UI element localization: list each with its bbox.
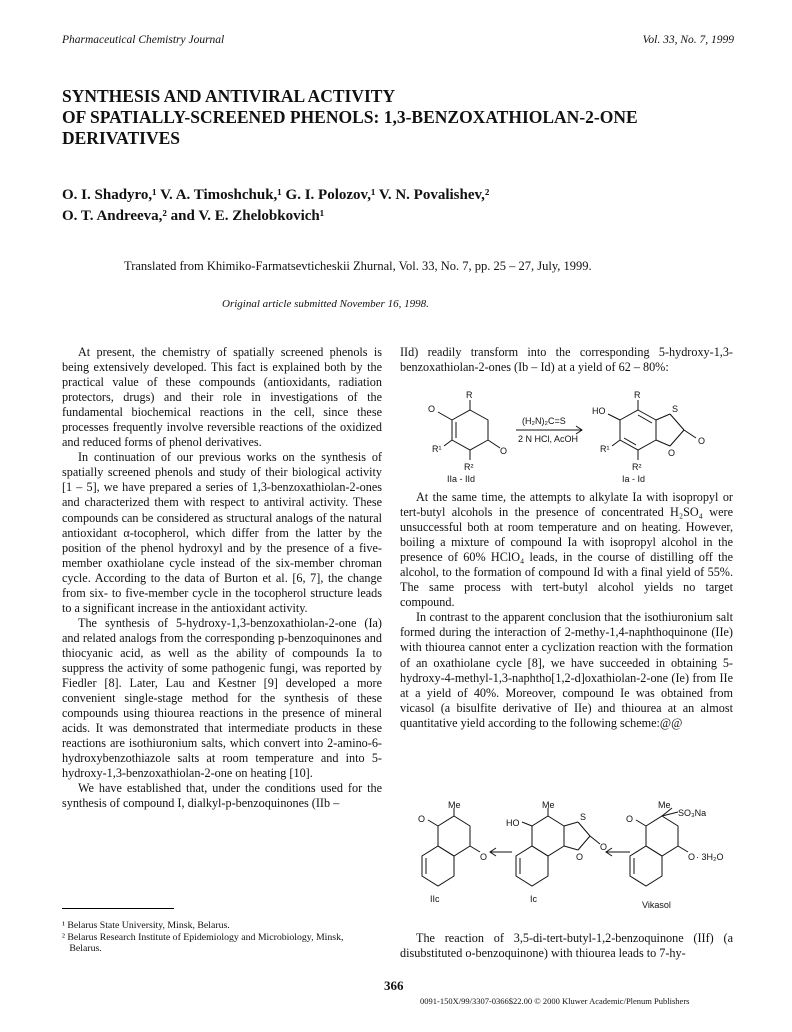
title-line: OF SPATIALLY-SCREENED PHENOLS: 1,3-BENZOXATHIOLAN-2-ONE [62, 107, 638, 127]
paper-title [62, 86, 742, 149]
atom-label: S [580, 812, 587, 822]
paragraph: At the same time, the attempts to alkylate Ia with isopropyl or tert-butyl alcohols in the presence of concentrated H₂SO₄ were unsuccessful both at room temperature and on heating. However, boiling a mixture of compound Ia with isopropyl alcohol in the presence of 60% HClO₄ leads, in the course of distilling off the alcohol, to the formation of compound Id with a final yield of 55%. The same process with tert-butyl alcohol yields no target compound. [400, 490, 733, 610]
atom-label: SO₃Na [678, 808, 707, 818]
atom-label: HO [506, 818, 520, 828]
title-line: SYNTHESIS AND ANTIVIRAL ACTIVITY [62, 86, 396, 106]
atom-label: Me [658, 800, 671, 810]
author-list [62, 185, 489, 227]
atom-label: O [576, 852, 584, 862]
paragraph: At present, the chemistry of spatially screened phenols is being extensively developed. This fact is explained both by the practical value of these compounds (antioxidants, radiation protectors, drugs) and their role in investigations of the fundamental biochemical reactions in the cell, since these processes frequently involve reversible reactions of the oxidized and reduced forms of phenol derivatives. [62, 345, 382, 450]
right-column-bottom [400, 931, 733, 961]
journal-name: Pharmaceutical Chemistry Journal [62, 34, 225, 46]
atom-label: HO [592, 406, 606, 416]
paragraph: In contrast to the apparent conclusion that the isothiuronium salt formed during the interaction of 2-methy-1,4-naphthoquinone (IIe) with thiourea cannot enter a cyclization reaction with the formation of an oxathiolane cycle [8], we have succeeded in obtaining 5-hydroxy-4-methyl-1,3-naphtho[1,2-d]oxathiolan-2-one (Ie) from IIe at a yield of 40%. Moreover, compound Ie was obtained from vicasol (a bisulfite derivative of IIe) and thiourea at an almost quantitative yield according to the following scheme:@@ [400, 610, 733, 730]
right-column-top [400, 345, 733, 375]
footnote: ¹ Belarus State University, Minsk, Belarus. [62, 920, 230, 931]
reagent-label: (H₂N)₂C=S [522, 416, 566, 426]
atom-label: Me [542, 800, 555, 810]
atom-label: S [672, 404, 679, 414]
atom-label: O [480, 852, 488, 862]
footnote-divider [62, 908, 174, 909]
atom-label: O [698, 436, 706, 446]
reaction-scheme-1 [400, 390, 740, 472]
page-number: 366 [384, 978, 404, 993]
compound-label: Ia - Id [622, 474, 646, 484]
atom-label: O [668, 448, 676, 458]
title-line: DERIVATIVES [62, 128, 181, 148]
authors-line: O. I. Shadyro,¹ V. A. Timoshchuk,¹ G. I. Polozov,¹ V. N. Povalishev,² [62, 187, 490, 203]
paragraph: The reaction of 3,5-di-tert-butyl-1,2-benzoquinone (IIf) (a disubstituted o-benzoquinone) with thiourea leads to 7-hy- [400, 931, 733, 961]
atom-label: R¹ [600, 444, 610, 454]
translated-from: Translated from Khimiko-Farmatsevticheskii Zhurnal, Vol. 33, No. 7, pp. 25 – 27, July, 1999. [124, 259, 592, 273]
right-column-middle [400, 490, 733, 731]
atom-label: O [418, 814, 426, 824]
copyright-line: 0091-150X/99/3307-0366$22.00 © 2000 Kluwer Academic/Plenum Publishers [420, 996, 690, 1006]
atom-label: R¹ [432, 444, 442, 454]
reagent-label: 2 N HCl, AcOH [518, 434, 579, 444]
footnote: ² Belarus Research Institute of Epidemiology and Microbiology, Minsk, [62, 931, 344, 943]
atom-label: R [634, 390, 641, 400]
compound-label: IIc [430, 894, 440, 904]
atom-label: O [600, 842, 608, 852]
footnotes [62, 920, 392, 955]
atom-label: R² [632, 462, 642, 472]
left-column [62, 345, 382, 811]
compound-label: IIa - IId [447, 474, 476, 484]
atom-label: R² [464, 462, 474, 472]
paragraph: We have established that, under the conditions used for the synthesis of compound I, dialkyl-p-benzoquinones (IIb – [62, 781, 382, 811]
submission-date: Original article submitted November 16, 1998. [222, 298, 429, 310]
atom-label: Me [448, 800, 461, 810]
volume-info: Vol. 33, No. 7, 1999 [642, 34, 734, 46]
paragraph: IId) readily transform into the corresponding 5-hydroxy-1,3-benzoxathiolan-2-ones (Ib – Id) at a yield of 62 – 80%: [400, 345, 733, 375]
atom-label: · 3H₂O [696, 852, 724, 862]
atom-label: O [500, 446, 508, 456]
compound-label: Ic [530, 894, 538, 904]
reaction-scheme-2 [410, 800, 740, 892]
atom-label: R [466, 390, 473, 400]
atom-label: O [688, 852, 696, 862]
paragraph: The synthesis of 5-hydroxy-1,3-benzoxathiolan-2-one (Ia) and related analogs from the corresponding p-benzoquinones and thiocyanic acid, as well as the ability of compounds Ia to suppress the activity of some pathogenic fungi, was reported by Fiedler [8]. Later, Lau and Kestner [9] developed a more convenient single-stage method for the synthesis of these compounds using thiourea reactions in the presence of mineral acids. It was demonstrated that intermediate products in these reactions are isothiuronium salts, which convert into 2-amino-6-hydroxybenzothiazole salts at room temperature and into 5-hydroxy-1,3-benzoxathiolan-2-one on heating [10]. [62, 615, 382, 781]
atom-label: O [428, 404, 436, 414]
compound-label: Vikasol [642, 900, 671, 910]
authors-line: O. T. Andreeva,² and V. E. Zhelobkovich¹ [62, 208, 325, 224]
atom-label: O [626, 814, 634, 824]
paragraph: In continuation of our previous works on the synthesis of spatially screened phenols and study of their biological activity [1 – 5], we have prepared a series of 1,3-benzoxathiolan-2-ones and characterized them with respect to antiviral activity. These compounds can be considered as structural analogs of the natural antioxidant α-tocopherol, which differ from the latter by the position of the phenol hydroxyl and by the presence of a five-member oxathiolane cycle instead of the six-member chroman cycle. According to the data of Burton et al. [6, 7], the change from six- to five-member cycle in the tocopherol structure leads to a significant increase in the antioxidant activity. [62, 450, 382, 615]
footnote: Belarus. [62, 943, 102, 954]
